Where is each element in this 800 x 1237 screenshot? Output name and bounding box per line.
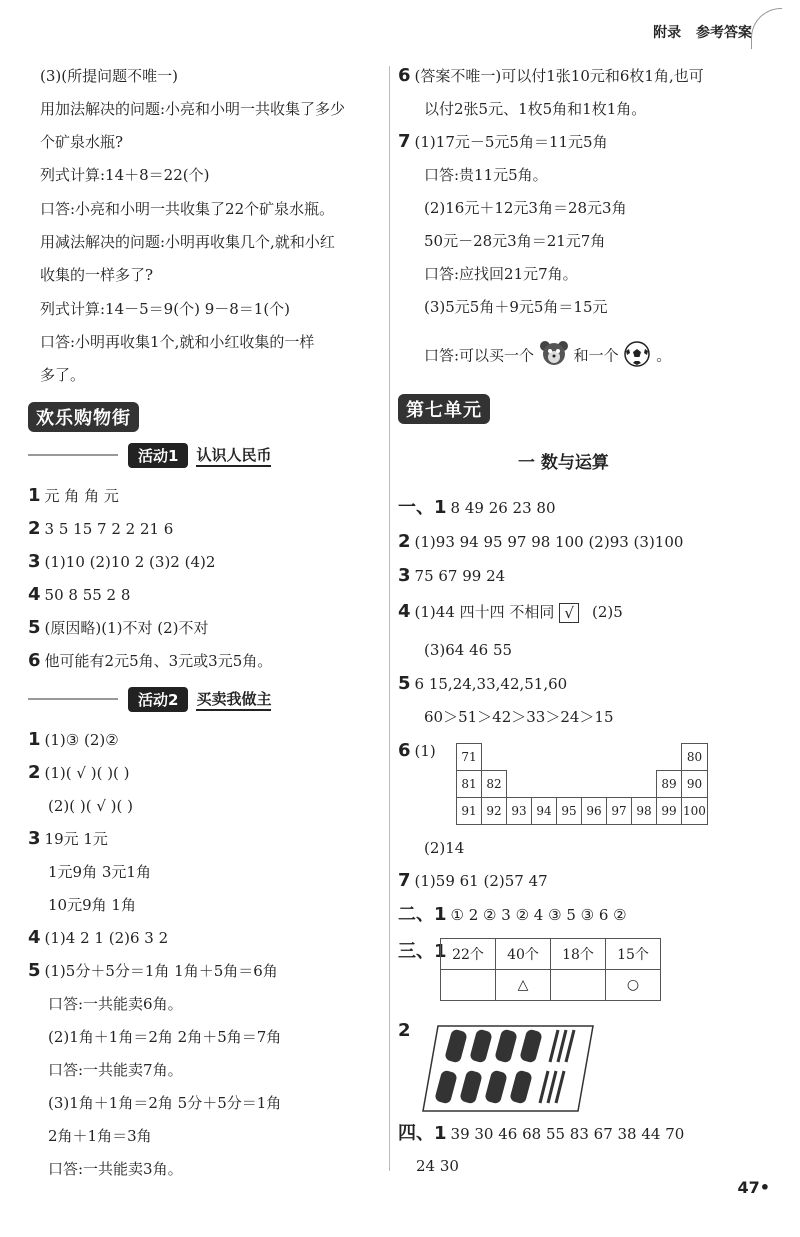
p1-item-5b: 60＞51＞42＞33＞24＞15 <box>424 708 614 726</box>
grid-cell: 71 <box>457 744 482 771</box>
activity-2-label: 买卖我做主 <box>196 688 271 711</box>
q7a: 7 (1)17元－5元5角＝11元5角 <box>398 131 608 152</box>
grid-cell: 97 <box>607 798 632 825</box>
counts-cell: 18个 <box>551 939 606 970</box>
sub-question-2: 收集的一样多了? <box>40 266 154 284</box>
a2-item-5f: 2角＋1角＝3角 <box>48 1127 152 1145</box>
p1-item-6: 6 (1) <box>398 740 436 761</box>
sub-answer-2: 多了。 <box>40 366 86 384</box>
counts-cell: ○ <box>606 970 661 1001</box>
grid-row-1 <box>457 744 708 771</box>
a2-item-3c: 10元9角 1角 <box>48 896 136 914</box>
grid-row-3 <box>457 798 708 825</box>
grid-cell: 90 <box>682 771 708 798</box>
counts-cell: 15个 <box>606 939 661 970</box>
a2-item-5d: 口答:一共能卖7角。 <box>48 1061 183 1079</box>
q6a: 6 (答案不唯一)可以付1张10元和6枚1角,也可 <box>398 65 704 86</box>
rule-left <box>28 698 118 700</box>
grid-cell: 82 <box>482 771 507 798</box>
rule-left <box>28 454 118 456</box>
header-appendix: 附录 <box>653 25 682 41</box>
q7f: (3)5元5角＋9元5角＝15元 <box>424 298 608 316</box>
grid-cell: 89 <box>657 771 682 798</box>
a1-item-6: 6 他可能有2元5角、3元或3元5角。 <box>28 650 273 671</box>
counts-cell <box>551 970 606 1001</box>
p1-item-3: 3 75 67 99 24 <box>398 565 506 586</box>
activity-2-tag: 活动2 <box>128 687 188 712</box>
p1-item-2: 2 (1)93 94 95 97 98 100 (2)93 (3)100 <box>398 531 684 552</box>
grid-cell: 80 <box>682 744 708 771</box>
a1-item-2: 2 3 5 15 7 2 2 21 6 <box>28 518 174 539</box>
counting-rods-illustration <box>418 1016 598 1120</box>
a2-item-1: 1 (1)③ (2)② <box>28 729 119 750</box>
a1-item-5: 5 (原因略)(1)不对 (2)不对 <box>28 617 209 638</box>
activity-2-header <box>28 686 378 712</box>
p3-item-2: 2 <box>398 1020 411 1041</box>
add-answer: 口答:小亮和小明一共收集了22个矿泉水瓶。 <box>40 200 335 218</box>
a1-item-4: 4 50 8 55 2 8 <box>28 584 131 605</box>
page-header <box>643 22 752 42</box>
soccer-ball-icon <box>623 340 651 373</box>
page-number: 47• <box>737 1178 770 1197</box>
grid-cell: 98 <box>632 798 657 825</box>
activity-1-tag: 活动1 <box>128 443 188 468</box>
p1-item-4a: 4 (1)44 四十四 不相同 √ (2)5 <box>398 601 623 622</box>
counts-cell <box>441 970 496 1001</box>
p4-item-1b: 24 30 <box>416 1157 459 1175</box>
q7b: 口答:贵11元5角。 <box>424 166 548 184</box>
grid-cell: 94 <box>532 798 557 825</box>
q7g: 口答:可以买一个 和一个 。 <box>424 340 671 373</box>
unit-title: 第七单元 <box>398 394 490 424</box>
p1-item-4b: (3)64 46 55 <box>424 641 513 659</box>
a2-item-5a: 5 (1)5分＋5分＝1角 1角＋5角＝6角 <box>28 960 278 981</box>
a2-item-2b: (2)( )( √ )( ) <box>48 797 133 815</box>
p2-items: 二、1 ① 2 ② 3 ② 4 ③ 5 ③ 6 ② <box>398 904 627 925</box>
number-grid <box>456 743 708 825</box>
a2-item-4: 4 (1)4 2 1 (2)6 3 2 <box>28 927 169 948</box>
q7d: 50元－28元3角＝21元7角 <box>424 232 606 250</box>
q7c: (2)16元＋12元3角＝28元3角 <box>424 199 627 217</box>
activity-1-header <box>28 442 378 468</box>
p3-label: 三、1 <box>398 941 447 962</box>
counts-cell: △ <box>496 970 551 1001</box>
column-divider <box>389 66 390 1171</box>
a1-item-1: 1 元 角 角 元 <box>28 485 119 506</box>
counts-cell: 22个 <box>441 939 496 970</box>
p1-item-7: 7 (1)59 61 (2)57 47 <box>398 870 548 891</box>
sub-calc: 列式计算:14－5＝9(个) 9－8＝1(个) <box>40 300 291 318</box>
section-title-shopping: 欢乐购物街 <box>28 402 139 432</box>
grid-cell: 91 <box>457 798 482 825</box>
q6b: 以付2张5元、1枚5角和1枚1角。 <box>424 100 647 118</box>
subsection-title: 一 数与运算 <box>518 453 609 473</box>
grid-cell: 95 <box>557 798 582 825</box>
grid-cell: 92 <box>482 798 507 825</box>
a2-item-3a: 3 19元 1元 <box>28 828 108 849</box>
add-question-2: 个矿泉水瓶? <box>40 133 124 151</box>
p4-item-1a: 四、1 39 30 46 68 55 83 67 38 44 70 <box>398 1123 685 1144</box>
p1-item-1: 一、1 8 49 26 23 80 <box>398 497 556 518</box>
grid-cell: 81 <box>457 771 482 798</box>
a2-item-5b: 口答:一共能卖6角。 <box>48 995 183 1013</box>
q7e: 口答:应找回21元7角。 <box>424 265 578 283</box>
counts-cell: 40个 <box>496 939 551 970</box>
a2-item-2a: 2 (1)( √ )( )( ) <box>28 762 130 783</box>
header-decoration <box>751 8 782 49</box>
a1-item-3: 3 (1)10 (2)10 2 (3)2 (4)2 <box>28 551 216 572</box>
p1-item-6b: (2)14 <box>424 839 465 857</box>
a2-item-3b: 1元9角 3元1角 <box>48 863 151 881</box>
add-question-1: 用加法解决的问题:小亮和小明一共收集了多少 <box>40 100 346 118</box>
a2-item-5c: (2)1角＋1角＝2角 2角＋5角＝7角 <box>48 1028 282 1046</box>
sub-answer-1: 口答:小明再收集1个,就和小红收集的一样 <box>40 333 315 351</box>
grid-cell: 96 <box>582 798 607 825</box>
grid-cell: 99 <box>657 798 682 825</box>
a2-item-5g: 口答:一共能卖3角。 <box>48 1160 183 1178</box>
grid-cell: 100 <box>682 798 708 825</box>
check-box: √ <box>559 603 579 623</box>
add-calc: 列式计算:14＋8＝22(个) <box>40 166 210 184</box>
grid-row-2 <box>457 771 708 798</box>
toy-bear-icon <box>539 340 569 373</box>
sub-question-1: 用减法解决的问题:小明再收集几个,就和小红 <box>40 233 335 251</box>
activity-1-label: 认识人民币 <box>196 444 271 467</box>
q3-3: (3)(所提问题不唯一) <box>40 67 178 85</box>
p1-item-5a: 5 6 15,24,33,42,51,60 <box>398 673 568 694</box>
counts-table <box>440 938 661 1001</box>
a2-item-5e: (3)1角＋1角＝2角 5分＋5分＝1角 <box>48 1094 282 1112</box>
header-answers: 参考答案 <box>696 25 752 41</box>
grid-cell: 93 <box>507 798 532 825</box>
